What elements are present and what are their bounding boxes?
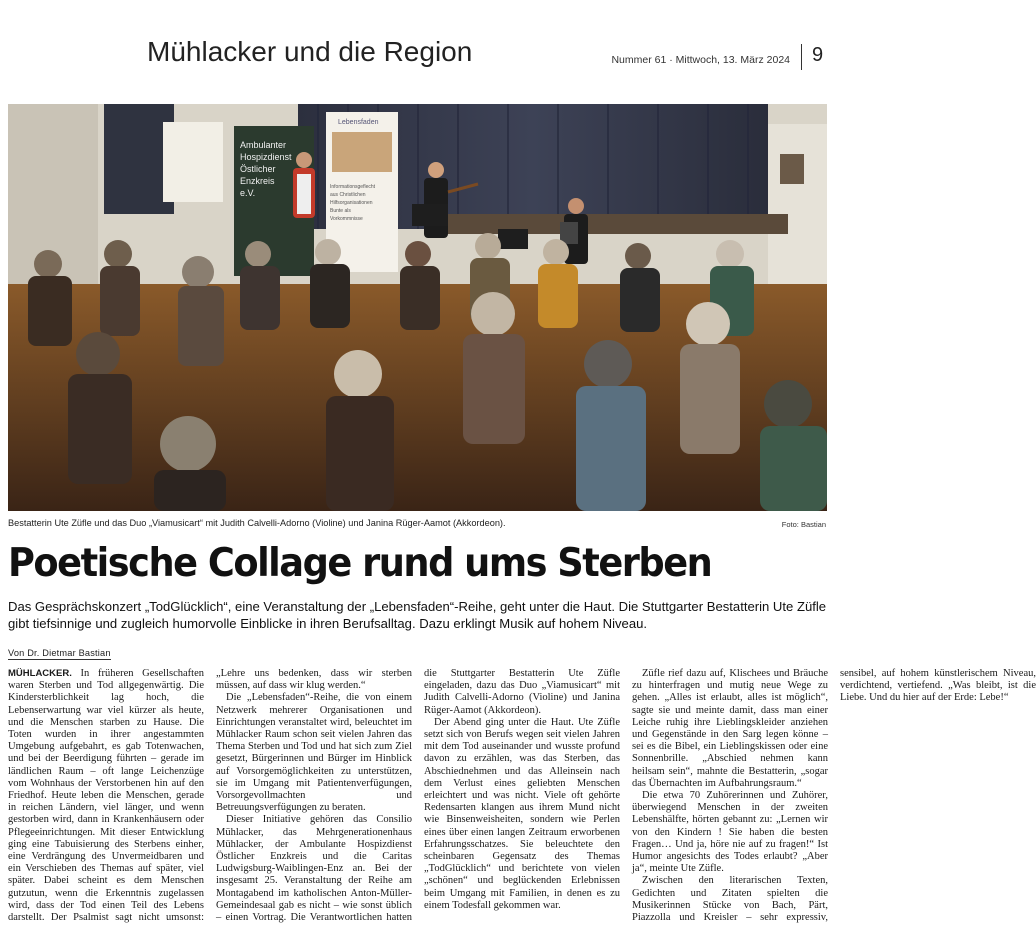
article-body xyxy=(8,668,1036,930)
photo-credit: Foto: Bastian xyxy=(781,520,826,529)
speaker-figure xyxy=(293,152,315,218)
header-divider xyxy=(801,44,802,70)
banner-right-title: Lebensfaden xyxy=(338,119,379,126)
paragraph: Züfle rief dazu auf, Klischees und Bräuche zu hinterfragen und mutig neue Wege zu gehen. „Alles ist erlaubt, alles ist möglich“, sagte sie und meinte damit, dass man einer Leiche ruhig ihre Lieblingskleider anziehen und Gegenstände in den Sarg legen könne – sei es die Bibel, ein Lieblingskissen oder eine Sonnenbrille. „Abschied nehmen kann heilsam sein“, mahnte die Bestatterin, „sogar das Übernachten im Aufbahrungsraum.“ xyxy=(632,668,828,789)
banner-right-line-1: Informationsgeflecht xyxy=(330,184,376,190)
page-number: 9 xyxy=(812,44,824,66)
banner-right-line-5: Vorkommnisse xyxy=(330,216,363,222)
dateline: MÜHLACKER. xyxy=(8,668,72,679)
photo-caption: Bestatterin Ute Züfle und das Duo „Viamusicart“ mit Judith Calvelli-Adorno (Violine) und Janina Rüger-Aamot (Akkordeon). xyxy=(8,518,506,528)
article-byline: Von Dr. Dietmar Bastian xyxy=(8,648,111,658)
article-deck: Das Gesprächskonzert „TodGlücklich“, eine Veranstaltung der „Lebensfaden“-Reihe, geht unter die Haut. Die Stuttgarter Bestatterin Ute Züfle gibt tiefsinnige und zugleich humorvolle Einblicke in ihren Berufsalltag. Dazu erklingt Musik auf hohem Niveau. xyxy=(8,599,827,631)
lead-text: In früheren Gesellschaften waren Sterben und Tod allgegenwärtig. Die Kindersterblichkeit lag hoch, die Lebenserwartung war viel kürzer als heute, und die Menschen starben zu Hause. Die Toten wurden in ihrer angestammten Umgebung aufgebahrt, es gab Totenwachen, und bei der Beerdigung führten – gerade im ländlichen Raum – oft lange Leichenzüge vom Wohnhaus der Verstorbenen hin auf den Friedhof. Heute leben die Menschen, gerade in reichen Ländern, viel länger, und wenn gestorben wird, dann in Krankenhäusern oder Pflegeeinrichtungen. Mit dieser Entwicklung ging eine Tabuisierung des Sterbens einher, eine Verdrängung des Unvermeidbaren und ein Verschieben des Themas auf später, viel später. Dabei scheint es dem Menschen gutzutun, wenn die Erkenntnis zugelassen wird, dass der Tod einen Teil des Lebens darstellt. Der Psalmist sagt nicht umsonst: „Lehre uns bedenken, dass wir sterben müssen, auf dass wir klug werden.“ xyxy=(8,668,412,924)
paragraph: Dieser Initiative gehören das Consilio Mühlacker, das Mehrgenerationenhaus Mühlacker, der Ambulante Hospizdienst Östlicher Enzkreis und die Caritas Ludwigsburg-Waiblingen-Enz an. Bei der insgesamt 25. Veranstaltung der Reihe am Montagabend im katholischen Anton-Müller-Gemeindesaal gab es nicht – wie sonst üblich – einen Vortrag. Die Verantwortlichen hatten die Stuttgarter Bestatterin Ute Züfle eingeladen, dazu das Duo „Viamusicart“ mit Judith Calvelli-Adorno (Violine) und Janina Rüger-Aamot (Akkordeon). xyxy=(216,668,620,924)
banner-center-line-4: Enzkreis xyxy=(240,176,275,186)
banner-center-line-2: Hospizdienst xyxy=(240,152,292,162)
paragraph: Die „Lebensfaden“-Reihe, die von einem Netzwerk mehrerer Organisationen und Einrichtungen veranstaltet wird, beleuchtet im Mühlacker Raum schon seit vielen Jahren das Thema Sterben und Tod und hat sich zum Ziel gesetzt, Bürgerinnen und Bürger im Hinblick auf Vorsorgemöglichkeiten zu unterstützen, sie im Umgang mit Patientenverfügungen, Vorsorgevollmachten und Betreuungsverfügungen zu beraten. xyxy=(216,692,412,814)
banner-right-line-4: Bunte als xyxy=(330,208,351,214)
banner-center-line-3: Östlicher xyxy=(240,164,276,174)
banner-center-line-5: e.V. xyxy=(240,188,256,198)
article-photo xyxy=(8,104,827,511)
article-headline: Poetische Collage rund ums Sterben xyxy=(8,540,712,586)
banner-right-line-2: aus Christlichen xyxy=(330,192,366,198)
banner-right-line-3: Hilfsorganisationen xyxy=(330,200,373,206)
paragraph: Die etwa 70 Zuhörerinnen und Zuhörer, überwiegend Menschen in der zweiten Lebenshälfte, hörten gebannt zu: „Lernen wir von den Kindern ! Sie haben die besten Fragen… Und ja, höre nie auf zu fragen!“ Ist Humor angesichts des Todes erlaubt? „Aber ja“, meinte Ute Züfle. xyxy=(632,790,828,875)
paragraph: Der Abend ging unter die Haut. Ute Züfle setzt sich von Berufs wegen seit vielen Jahren mit dem Tod auseinander und wusste profund davon zu erzählen, was das Sterben, das Abschiednehmen und das Alleinsein nach dem Verlust eines geliebten Menschen erleichtert und was nicht. Viele oft gehörte Redensarten klangen aus ihrem Mund nicht wie Binsenweisheiten, sondern wie Perlen eines über einen langen Zeitraum erworbenen Erfahrungsschatzes. Sie beleuchtete den scheinbaren Gegensatz des Themas „TodGlücklich“ und berichtete von vielen „schönen“ und beglückenden Erlebnissen beim Umgang mit Familien, in denen es zu einem Todesfall gekommen war. xyxy=(424,716,620,911)
section-title: Mühlacker und die Region xyxy=(147,36,473,67)
issue-info: Nummer 61 · Mittwoch, 13. März 2024 xyxy=(611,54,790,66)
paragraph: Zwischen den literarischen Texten, Gedichten und Zitaten spielten die Musikerinnen Stücke von Bach, Pärt, Piazzolla und Kreisler – sehr expressiv, sensibel, auf hohem künstlerischem Niveau, verdichtend, vertiefend. „Was bleibt, ist die Liebe. Und du hier auf der Erde: Lebe!“ xyxy=(632,668,1036,924)
page-header xyxy=(0,0,838,90)
banner-center-line-1: Ambulanter xyxy=(240,140,287,150)
